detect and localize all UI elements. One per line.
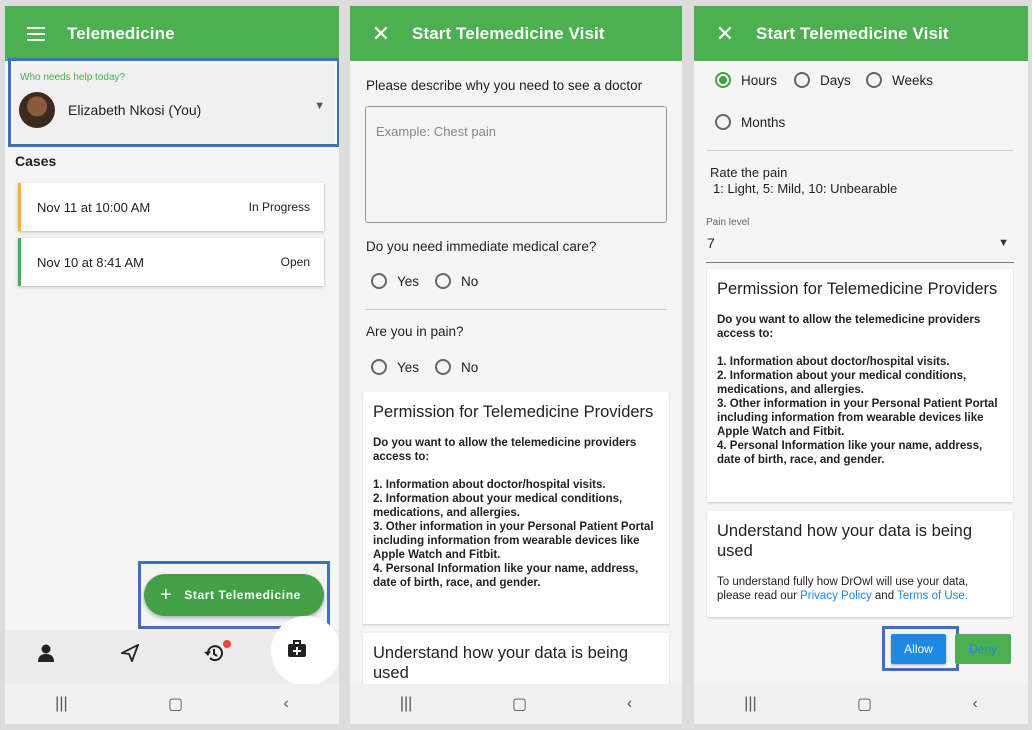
rate-pain-title: Rate the pain	[710, 165, 788, 180]
screen-telemedicine-home	[5, 6, 339, 724]
back-icon[interactable]: ‹	[972, 695, 978, 712]
permission-item: 4. Personal Information like your name, address, date of birth, race, and gender.	[373, 563, 639, 589]
case-item[interactable]	[18, 238, 324, 286]
case-date: Nov 11 at 10:00 AM	[37, 199, 151, 215]
data-usage-title: Understand how your data is being used	[373, 644, 628, 682]
app-bar	[5, 6, 339, 61]
terms-of-use-link[interactable]: Terms of Use.	[897, 590, 969, 602]
recents-icon[interactable]: |||	[744, 695, 757, 712]
bottom-navigation	[5, 630, 339, 684]
back-icon[interactable]: ‹	[283, 695, 289, 712]
page-title: Telemedicine	[67, 23, 175, 43]
immediate-no-radio[interactable]: No	[435, 273, 478, 289]
notification-dot	[223, 640, 231, 648]
patient-name: Elizabeth Nkosi (You)	[68, 102, 202, 118]
permission-item: 3. Other information in your Personal Patient Portal including information from wearable devices like Apple Watch and Fitbit.	[717, 398, 998, 438]
pain-level-select[interactable]	[706, 215, 1014, 263]
recents-icon[interactable]: |||	[399, 695, 413, 712]
duration-days-radio[interactable]: Days	[794, 72, 851, 88]
permission-card	[363, 392, 669, 624]
page-title: Start Telemedicine Visit	[756, 23, 949, 43]
highlight-box	[8, 58, 339, 147]
screen-start-visit-top	[350, 6, 682, 724]
pain-question: Are you in pain?	[366, 324, 464, 339]
history-icon[interactable]	[203, 644, 223, 667]
duration-hours-radio[interactable]: Hours	[715, 72, 777, 88]
deny-button[interactable]: Deny	[955, 634, 1011, 664]
permission-item: 2. Information about your medical conditions, medications, and allergies.	[717, 370, 967, 396]
send-icon[interactable]	[121, 644, 139, 667]
back-icon[interactable]: ‹	[626, 695, 633, 712]
app-bar	[350, 6, 682, 61]
case-date: Nov 10 at 8:41 AM	[37, 254, 144, 270]
medkit-icon[interactable]	[287, 640, 307, 663]
home-icon[interactable]: ▢	[168, 696, 184, 713]
pain-level-label: Pain level	[706, 217, 750, 228]
allow-button[interactable]: Allow	[891, 634, 946, 664]
permission-intro: Do you want to allow the telemedicine providers access to:	[717, 314, 981, 340]
duration-months-radio[interactable]: Months	[715, 114, 785, 130]
permission-item: 2. Information about your medical conditions, medications, and allergies.	[373, 493, 623, 519]
system-navigation	[694, 684, 1028, 724]
pain-yes-radio[interactable]: Yes	[371, 359, 419, 375]
case-status: Open	[280, 255, 310, 269]
data-usage-text: To understand fully how DrOwl will use your data, please read our Privacy Policy and Terms of Use.	[717, 576, 969, 602]
permission-title: Permission for Telemedicine Providers	[373, 403, 654, 421]
close-icon[interactable]: ✕	[371, 20, 391, 46]
rate-pain-scale: 1: Light, 5: Mild, 10: Unbearable	[713, 181, 898, 196]
system-navigation	[350, 684, 682, 724]
start-telemedicine-label: Start Telemedicine	[184, 588, 301, 602]
data-usage-title: Understand how your data is being used	[717, 522, 972, 560]
app-bar	[694, 6, 1028, 61]
close-icon[interactable]: ✕	[715, 20, 735, 46]
permission-item: 4. Personal Information like your name, address, date of birth, race, and gender.	[717, 440, 983, 466]
privacy-policy-link[interactable]: Privacy Policy	[800, 590, 872, 602]
immediate-yes-radio[interactable]: Yes	[371, 273, 419, 289]
data-usage-card	[707, 511, 1013, 617]
cases-heading: Cases	[15, 153, 57, 169]
menu-icon[interactable]	[5, 27, 67, 41]
recents-icon[interactable]: |||	[55, 695, 68, 712]
permission-title: Permission for Telemedicine Providers	[717, 280, 998, 298]
system-navigation	[5, 684, 339, 724]
caret-down-icon[interactable]: ▼	[998, 237, 1009, 249]
permission-card	[707, 269, 1013, 502]
pain-no-radio[interactable]: No	[435, 359, 478, 375]
patient-selector-label: Who needs help today?	[20, 72, 126, 83]
permission-item: 1. Information about doctor/hospital visits.	[717, 356, 950, 368]
caret-down-icon[interactable]: ▼	[314, 100, 325, 112]
case-item[interactable]	[18, 183, 324, 231]
permission-item: 1. Information about doctor/hospital visits.	[373, 479, 606, 491]
person-icon[interactable]	[38, 644, 54, 667]
permission-intro: Do you want to allow the telemedicine providers access to:	[373, 437, 637, 463]
describe-input[interactable]	[365, 106, 667, 223]
page-title: Start Telemedicine Visit	[412, 23, 605, 43]
pain-level-value: 7	[707, 235, 715, 251]
screen-start-visit-bottom	[694, 6, 1028, 724]
divider	[365, 309, 667, 310]
duration-weeks-radio[interactable]: Weeks	[866, 72, 933, 88]
describe-placeholder: Example: Chest pain	[376, 124, 496, 139]
case-status: In Progress	[248, 200, 310, 214]
highlight-box	[882, 626, 959, 671]
home-icon[interactable]: ▢	[512, 696, 528, 713]
plus-icon: +	[160, 583, 173, 606]
divider	[707, 150, 1013, 151]
describe-question: Please describe why you need to see a doctor	[366, 78, 643, 93]
home-icon[interactable]: ▢	[857, 696, 873, 713]
immediate-care-question: Do you need immediate medical care?	[366, 239, 597, 254]
permission-item: 3. Other information in your Personal Patient Portal including information from wearable devices like Apple Watch and Fitbit.	[373, 521, 654, 561]
